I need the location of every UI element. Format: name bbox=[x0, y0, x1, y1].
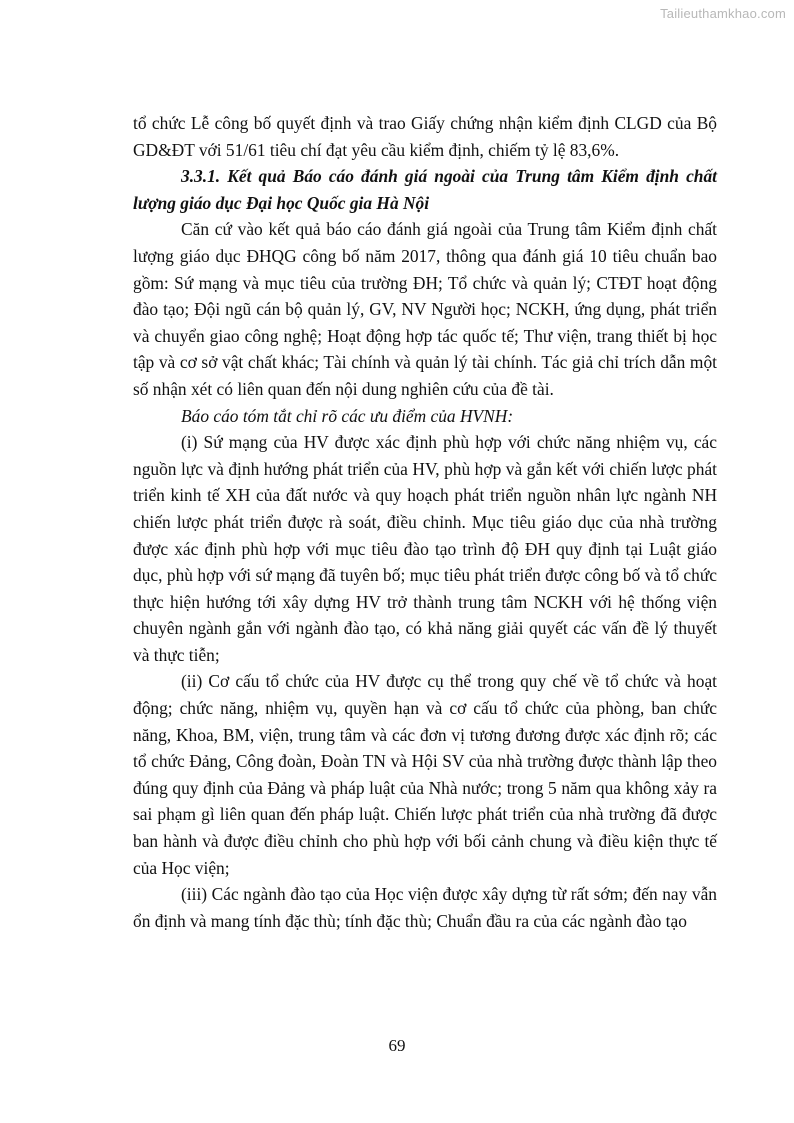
watermark: Tailieuthamkhao.com bbox=[660, 6, 786, 21]
page-number: 69 bbox=[388, 1036, 406, 1055]
section-heading: 3.3.1. Kết quả Báo cáo đánh giá ngoài của Trung tâm Kiểm định chất lượng giáo dục Đại học Quốc gia Hà Nội bbox=[133, 166, 717, 213]
summary-line: Báo cáo tóm tắt chỉ rõ các ưu điểm của HVNH: bbox=[181, 405, 514, 426]
document-body bbox=[133, 110, 717, 934]
intro-paragraph: tổ chức Lễ công bố quyết định và trao Giấy chứng nhận kiểm định CLGD của Bộ GD&ĐT với 51/61 tiêu chí đạt yêu cầu kiểm định, chiếm tỷ lệ 83,6%. bbox=[133, 113, 717, 160]
body-paragraph-1: Căn cứ vào kết quả báo cáo đánh giá ngoài của Trung tâm Kiểm định chất lượng giáo dục ĐHQG công bố năm 2017, thông qua đánh giá 10 tiêu chuẩn bao gồm: Sứ mạng và mục tiêu của trường ĐH; Tổ chức và quản lý; CTĐT hoạt động đào tạo; Đội ngũ cán bộ quản lý, GV, NV Người học; NCKH, ứng dụng, phát triển và chuyển giao công nghệ; Hoạt động hợp tác quốc tế; Thư viện, trang thiết bị học tập và cơ sở vật chất khác; Tài chính và quản lý tài chính. Tác giả chỉ trích dẫn một số nhận xét có liên quan đến nội dung nghiên cứu của đề tài. bbox=[133, 219, 717, 399]
list-item-2: (ii) Cơ cấu tổ chức của HV được cụ thể trong quy chế về tổ chức và hoạt động; chức năng, nhiệm vụ, quyền hạn và cơ cấu tổ chức của phòng, ban chức năng, Khoa, BM, viện, trung tâm và các đơn vị tương đương được xác định rõ; các tổ chức Đảng, Công đoàn, Đoàn TN và Hội SV của nhà trường được thành lập theo đúng quy định của Đảng và pháp luật của Nhà nước; trong 5 năm qua không xảy ra sai phạm gì liên quan đến pháp luật. Chiến lược phát triển của nhà trường đã được ban hành và được điều chỉnh cho phù hợp với bối cảnh chung và điều kiện thực tế của Học viện; bbox=[133, 671, 717, 878]
list-item-1: (i) Sứ mạng của HV được xác định phù hợp với chức năng nhiệm vụ, các nguồn lực và định hướng phát triển của HV, phù hợp và gắn kết với chiến lược phát triển kinh tế XH của đất nước và quy hoạch phát triển nguồn nhân lực ngành NH chiến lược phát triển được rà soát, điều chỉnh. Mục tiêu giáo dục của nhà trường được xác định phù hợp với mục tiêu đào tạo trình độ ĐH quy định tại Luật giáo dục, phù hợp với sứ mạng đã tuyên bố; mục tiêu phát triển được công bố và tổ chức thực hiện hướng tới xây dựng HV trở thành trung tâm NCKH với hệ thống viện chuyên ngành gắn với ngành đào tạo, có khả năng giải quyết các vấn đề lý thuyết và thực tiễn; bbox=[133, 432, 717, 665]
list-item-3: (iii) Các ngành đào tạo của Học viện được xây dựng từ rất sớm; đến nay vẫn ổn định và mang tính đặc thù; tính đặc thù; Chuẩn đầu ra của các ngành đào tạo bbox=[133, 884, 717, 931]
